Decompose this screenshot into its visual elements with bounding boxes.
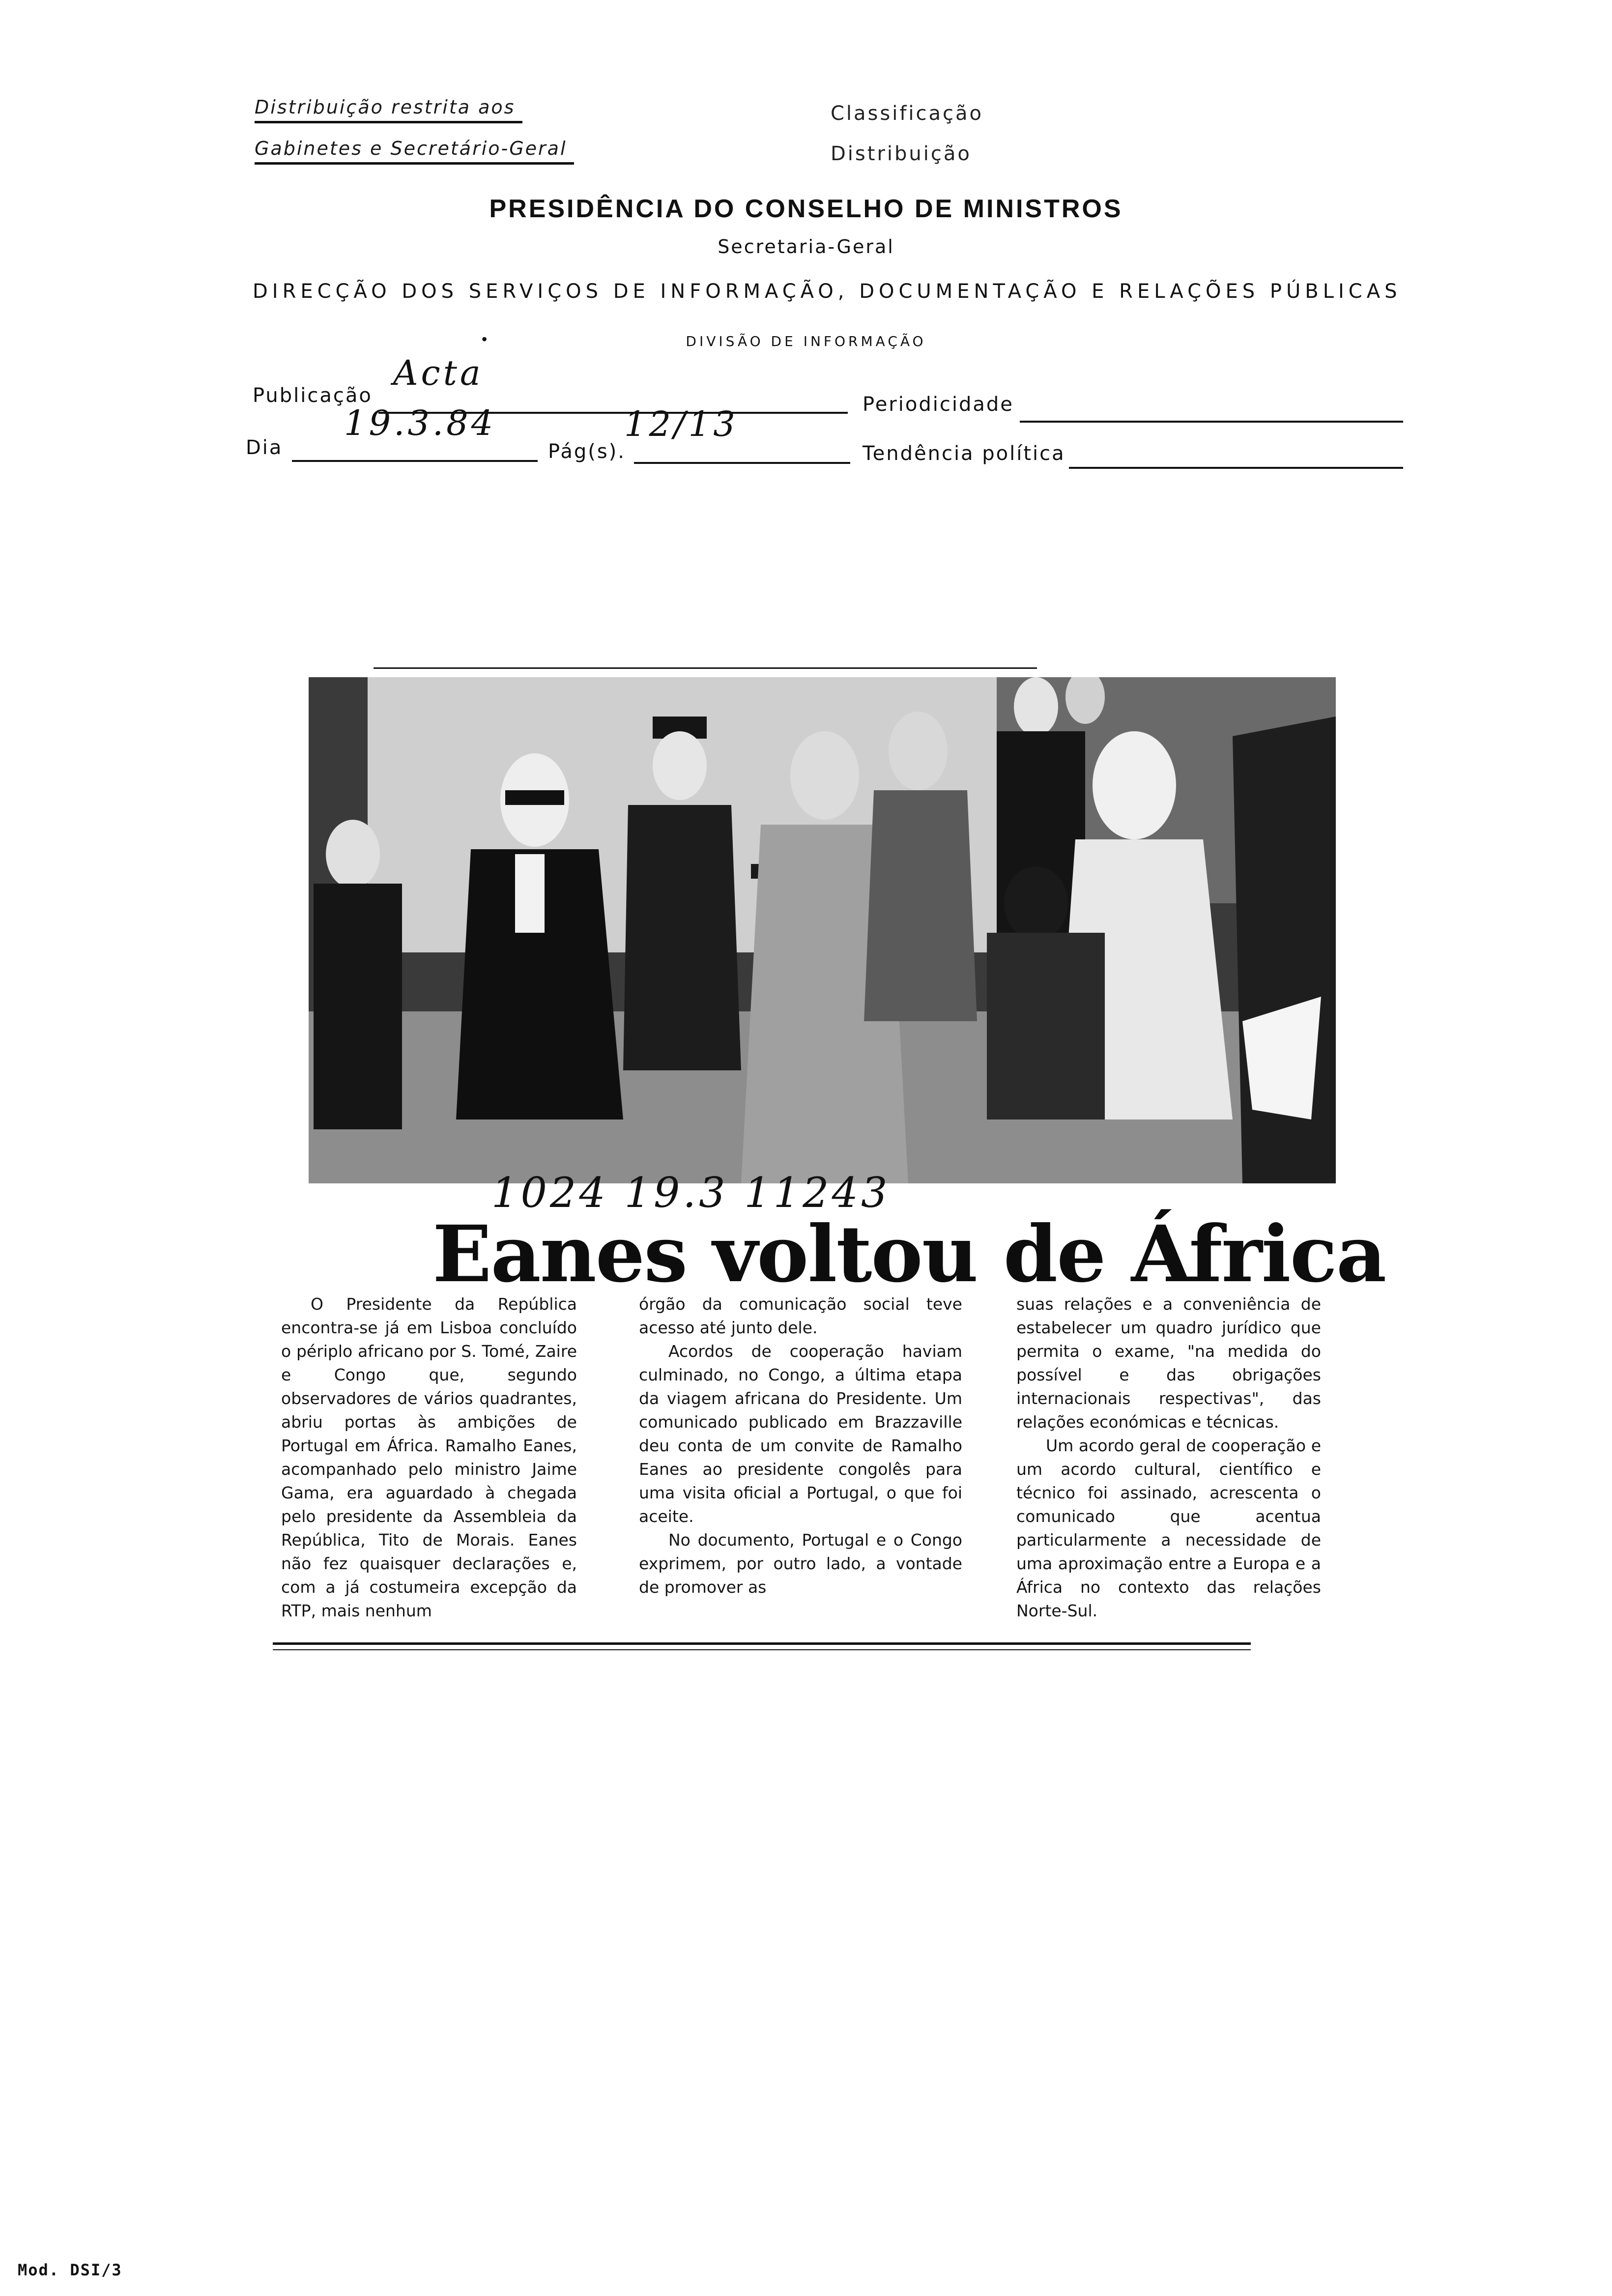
pag-label: Pág(s). [548,440,626,463]
restriction-line-2: Gabinetes e Secretário-Geral [255,138,574,165]
column-2-paragraph-3: No documento, Portugal e o Congo exprimem, por outro lado, a vontade de promover as [639,1530,962,1597]
secretaria-geral: Secretaria-Geral [718,236,894,258]
distribuicao-label: Distribuição [831,143,972,165]
publicacao-label: Publicação [253,384,373,407]
periodicidade-line [1020,421,1403,423]
periodicidade-label: Periodicidade [863,393,1014,416]
column-1-paragraph: O Presidente da República encontra-se já em Lisboa concluído o périplo africano por S. Tomé, Zaire e Congo que, segundo observadores de vários quadrantes, abriu portas às ambições de Portugal em África. Ramalho Eanes, acompanhado pelo ministro Jaime Gama, era aguardado à chegada pelo presidente da Assembleia da República, Tito de Morais. Eanes não fez quaisquer declarações e, com a já costumeira excepção da RTP, mais nenhum [281,1294,577,1620]
article-column-2 [639,1292,962,1599]
article-column-1 [281,1292,577,1623]
article-headline: Eanes voltou de África [432,1209,1386,1300]
institution-title: PRESIDÊNCIA DO CONSELHO DE MINISTROS [489,195,1123,223]
tendencia-line [1069,467,1403,469]
handwritten-stamp: 1024 19.3 11243 [491,1169,891,1217]
column-3-paragraph-2: Um acordo geral de cooperação e um acordo cultural, científico e técnico foi assinado, acrescenta o comunicado que acentua particularmente a necessidade de uma aproximação entre a Europa e a África no contexto das relações Norte-Sul. [1016,1436,1321,1620]
dia-label: Dia [246,436,283,459]
dia-line [292,460,538,462]
column-3-paragraph-1: suas relações e a conveniência de estabelecer um quadro jurídico que permita o exame, "na medida do possível e das obrigações internacionais respectivas", das relações económicas e técnicas. [1016,1294,1321,1432]
pag-value: 12/13 [624,404,738,444]
dia-value: 19.3.84 [344,403,496,443]
article-bottom-rule-thin [273,1649,1251,1650]
tendencia-label: Tendência política [863,442,1065,465]
column-2-paragraph-2: Acordos de cooperação haviam culminado, no Congo, a última etapa da viagem africana do Presidente. Um comunicado publicado em Brazzaville deu conta de um convite de Ramalho Eanes ao presidente congolês para uma visita oficial a Portugal, o que foi aceite. [639,1342,962,1526]
direccao-servicos: DIRECÇÃO DOS SERVIÇOS DE INFORMAÇÃO, DOCUMENTAÇÃO E RELAÇÕES PÚBLICAS [253,280,1402,303]
clipping-top-line [374,667,1037,669]
form-model-code: Mod. DSI/3 [18,2261,122,2279]
bullet-mark: • [482,330,488,348]
news-photo [309,677,1336,1183]
classificacao-label: Classificação [831,102,984,125]
restriction-line-1: Distribuição restrita aos [255,96,522,123]
article-column-3 [1016,1292,1321,1623]
divisao-informacao: DIVISÃO DE INFORMAÇÃO [686,333,926,349]
publicacao-value: Acta [393,353,484,393]
pag-line [634,462,850,464]
article-bottom-rule [273,1642,1251,1645]
column-2-paragraph-1: órgão da comunicação social teve acesso até junto dele. [639,1294,962,1337]
